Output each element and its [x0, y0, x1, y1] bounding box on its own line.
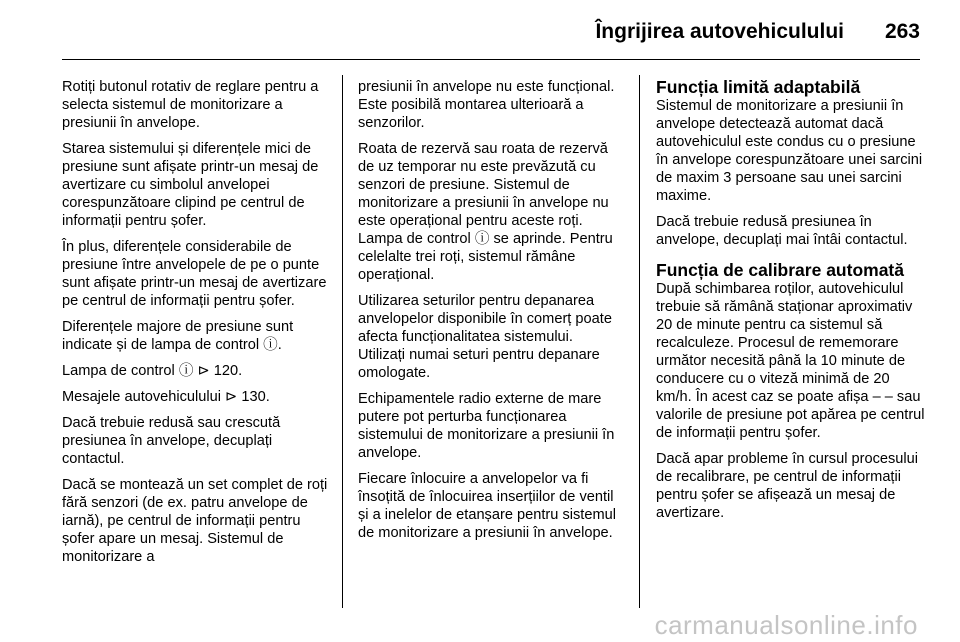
watermark: carmanualsonline.info: [654, 610, 918, 640]
paragraph: Dacă apar probleme în cursul procesului de recalibrare, pe centrul de informații pentru șofer se afișează un mesaj de avertizare.: [656, 451, 919, 521]
paragraph: Dacă se montează un set complet de roți fără senzori (de ex. patru anvelope de iarnă), pe centrul de informații pentru șofer apare un mesaj. Sistemul de monitorizare a: [62, 477, 328, 565]
section-heading-auto-calibration: Funcția de calibrare automată: [656, 260, 904, 280]
paragraph: Dacă trebuie redusă sau crescută presiunea în anvelope, decuplați contactul.: [62, 415, 281, 467]
header-rule: [62, 59, 920, 60]
text-column-2: [358, 78, 624, 550]
paragraph: Echipamentele radio externe de mare putere pot perturba funcționarea sistemului de monitorizare a presiunii în anvelope.: [358, 391, 615, 461]
paragraph: Roata de rezervă sau roata de rezervă de uz temporar nu este prevăzută cu senzori de presiune. Sistemul de monitorizare a presiunii în anvelope nu este operațional pentru aceste roți. Lampa de control ⓘ se aprinde. Pentru celelalte trei roți, sistemul rămâne operațional.: [358, 141, 613, 283]
chapter-title: Îngrijirea autovehiculului: [595, 20, 844, 43]
paragraph: Starea sistemului și diferențele mici de presiune sunt afișate printr-un mesaj de avertizare cu simbolul anvelopei corespunzătoare clipind pe centrul de informații pentru șofer.: [62, 141, 319, 229]
page-header: [0, 0, 960, 58]
paragraph: După schimbarea roților, autovehiculul trebuie să rămână staționar aproximativ 20 de minute pentru ca sistemul să recalculeze. Procesul de rememorare următor necesită până la 10 minute de conducere cu o viteză minimă de 20 km/h. În acest caz se poate afișa – – sau valorile de presiune pot apărea pe centrul de informații pentru șofer.: [656, 281, 925, 441]
paragraph-reference: Mesajele autovehiculului ⊳ 130.: [62, 389, 270, 405]
paragraph: Utilizarea seturilor pentru depanarea anvelopelor disponibile în comerț poate afecta funcționalitatea sistemului. Utilizați numai seturi pentru depanare omologate.: [358, 293, 612, 381]
column-divider: [342, 75, 343, 608]
paragraph: Sistemul de monitorizare a presiunii în anvelope detectează automat dacă autovehiculul este condus cu o presiune în anvelope corespunzătoare unei sarcini de maxim 3 persoane sau unei sarcini maxime.: [656, 98, 923, 204]
section-heading-adaptive-limit: Funcția limită adaptabilă: [656, 77, 861, 97]
paragraph: Fiecare înlocuire a anvelopelor va fi însoțită de înlocuirea inserțiilor de ventil și a inelelor de etanșare pentru sistemul de monitorizare a presiunii în anvelope.: [358, 471, 616, 541]
page-number: 263: [884, 20, 920, 43]
text-column-1: [62, 78, 330, 574]
paragraph: Dacă trebuie redusă presiunea în anvelope, decuplați mai întâi contactul.: [656, 214, 908, 248]
paragraph: Diferențele majore de presiune sunt indicate și de lampa de control ⓘ.: [62, 319, 294, 353]
column-divider: [639, 75, 640, 608]
paragraph: În plus, diferențele considerabile de presiune între anvelopele de pe o punte sunt afișate printr-un mesaj de avertizare pe centrul de informații pentru șofer.: [62, 239, 327, 309]
paragraph: Rotiți butonul rotativ de reglare pentru a selecta sistemul de monitorizare a presiunii în anvelope.: [62, 79, 319, 131]
paragraph: presiunii în anvelope nu este funcțional. Este posibilă montarea ulterioară a senzorilor.: [358, 79, 615, 131]
paragraph-reference: Lampa de control ⓘ ⊳ 120.: [62, 363, 243, 379]
text-column-3: [656, 78, 926, 530]
